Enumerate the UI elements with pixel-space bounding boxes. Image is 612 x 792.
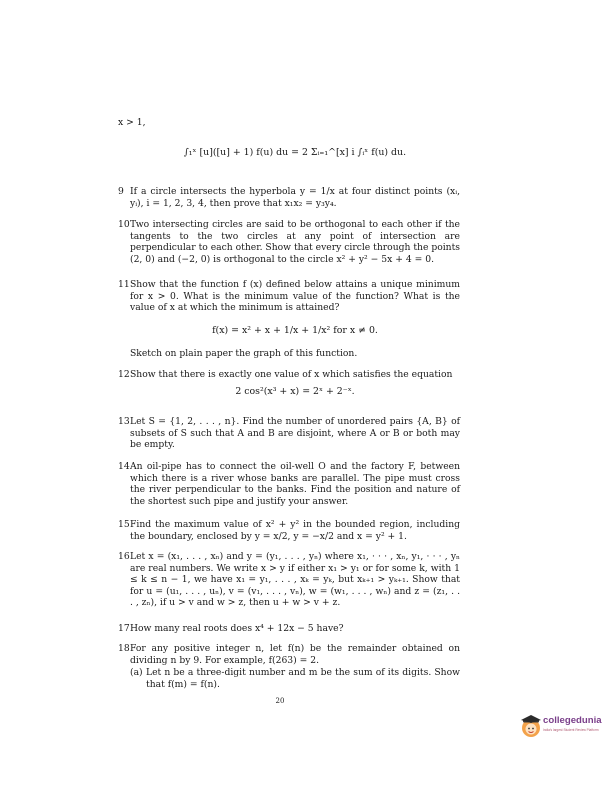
problem-11-after: Sketch on plain paper the graph of this function. xyxy=(130,348,358,359)
watermark-brand: collegedunia xyxy=(543,715,602,726)
problem-11-equation: f(x) = x² + x + 1/x + 1/x² for x ≠ 0. xyxy=(212,325,378,336)
problem-16-text: Let x = (x₁, . . . , xₙ) and y = (y₁, . . . , yₙ) where x₁, · · · , xₙ, y₁, · · · , yₙ are real numbers. We write x > y if either x₁ > y₁ or for some k, with 1 ≤ k ≤ n − 1, we have x₁ = y₁, . . . , xₖ = yₖ, but xₖ₊₁ > yₖ₊₁. Show that for u = (u₁, . . . , uₙ), v = (v₁, . . . , vₙ), w = (w₁, . . . , wₙ) and z = (z₁, . . . , zₙ), if u > v and w > z, then u + w > v + z. xyxy=(130,551,460,609)
problem-18a-label: (a) xyxy=(130,667,143,678)
problem-18a-text: Let n be a three-digit number and m be the sum of its digits. Show that f(m) = f(n). xyxy=(146,667,460,690)
problem-14-text: An oil-pipe has to connect the oil-well O and the factory F, between which there is a river whose banks are parallel. The pipe must cross the river perpendicular to the banks. Find the position and nature of the shortest such pipe and justify your answer. xyxy=(130,461,460,507)
problem-12-equation: 2 cos²(x³ + x) = 2ˣ + 2⁻ˣ. xyxy=(235,386,355,397)
watermark-tagline: India's largest Student Review Platform xyxy=(543,728,599,732)
problem-11-number: 11 xyxy=(118,279,130,290)
problem-14-number: 14 xyxy=(118,461,130,472)
problem-11-text: Show that the function f (x) defined below attains a unique minimum for x > 0. What is the minimum value of the function? What is the value of x at which the minimum is attained? xyxy=(130,279,460,314)
problem-13-number: 13 xyxy=(118,416,130,427)
problem-12-number: 12 xyxy=(118,369,130,380)
problem-18-text: For any positive integer n, let f(n) be the remainder obtained on dividing n by 9. For example, f(263) = 2. xyxy=(130,643,460,666)
problem-10-text: Two intersecting circles are said to be orthogonal to each other if the tangents to the two circles at any point of intersection are perpendicular to each other. Show that every circle through the points (2, 0) and (−2, 0) is orthogonal to the circle x² + y² − 5x + 4 = 0. xyxy=(130,219,460,265)
problem-9-text: If a circle intersects the hyperbola y = 1/x at four distinct points (xᵢ, yᵢ), i = 1, 2, 3, 4, then prove that x₁x₂ = y₃y₄. xyxy=(130,186,460,209)
page-number: 20 xyxy=(275,697,285,705)
problem-15-number: 15 xyxy=(118,519,130,530)
problem-16-number: 16 xyxy=(118,551,130,562)
problem-18-number: 18 xyxy=(118,643,130,654)
problem-12-text: Show that there is exactly one value of x which satisfies the equation xyxy=(130,369,453,380)
problem-15-text: Find the maximum value of x² + y² in the bounded region, including the boundary, enclosed by y = x/2, y = −x/2 and x = y² + 1. xyxy=(130,519,460,542)
problem-13-text: Let S = {1, 2, . . . , n}. Find the number of unordered pairs {A, B} of subsets of S such that A and B are disjoint, where A or B or both may be empty. xyxy=(130,416,460,451)
problem-9-number: 9 xyxy=(118,186,124,197)
intro-condition: x > 1, xyxy=(118,117,146,128)
problem-17-number: 17 xyxy=(118,623,130,634)
problem-17-text: How many real roots does x⁴ + 12x − 5 have? xyxy=(130,623,344,634)
problem-10-number: 10 xyxy=(118,219,130,230)
intro-equation: ∫₁ˣ [u]([u] + 1) f(u) du = 2 Σᵢ₌₁^[x] i ∫ᵢˣ f(u) du. xyxy=(183,147,407,158)
